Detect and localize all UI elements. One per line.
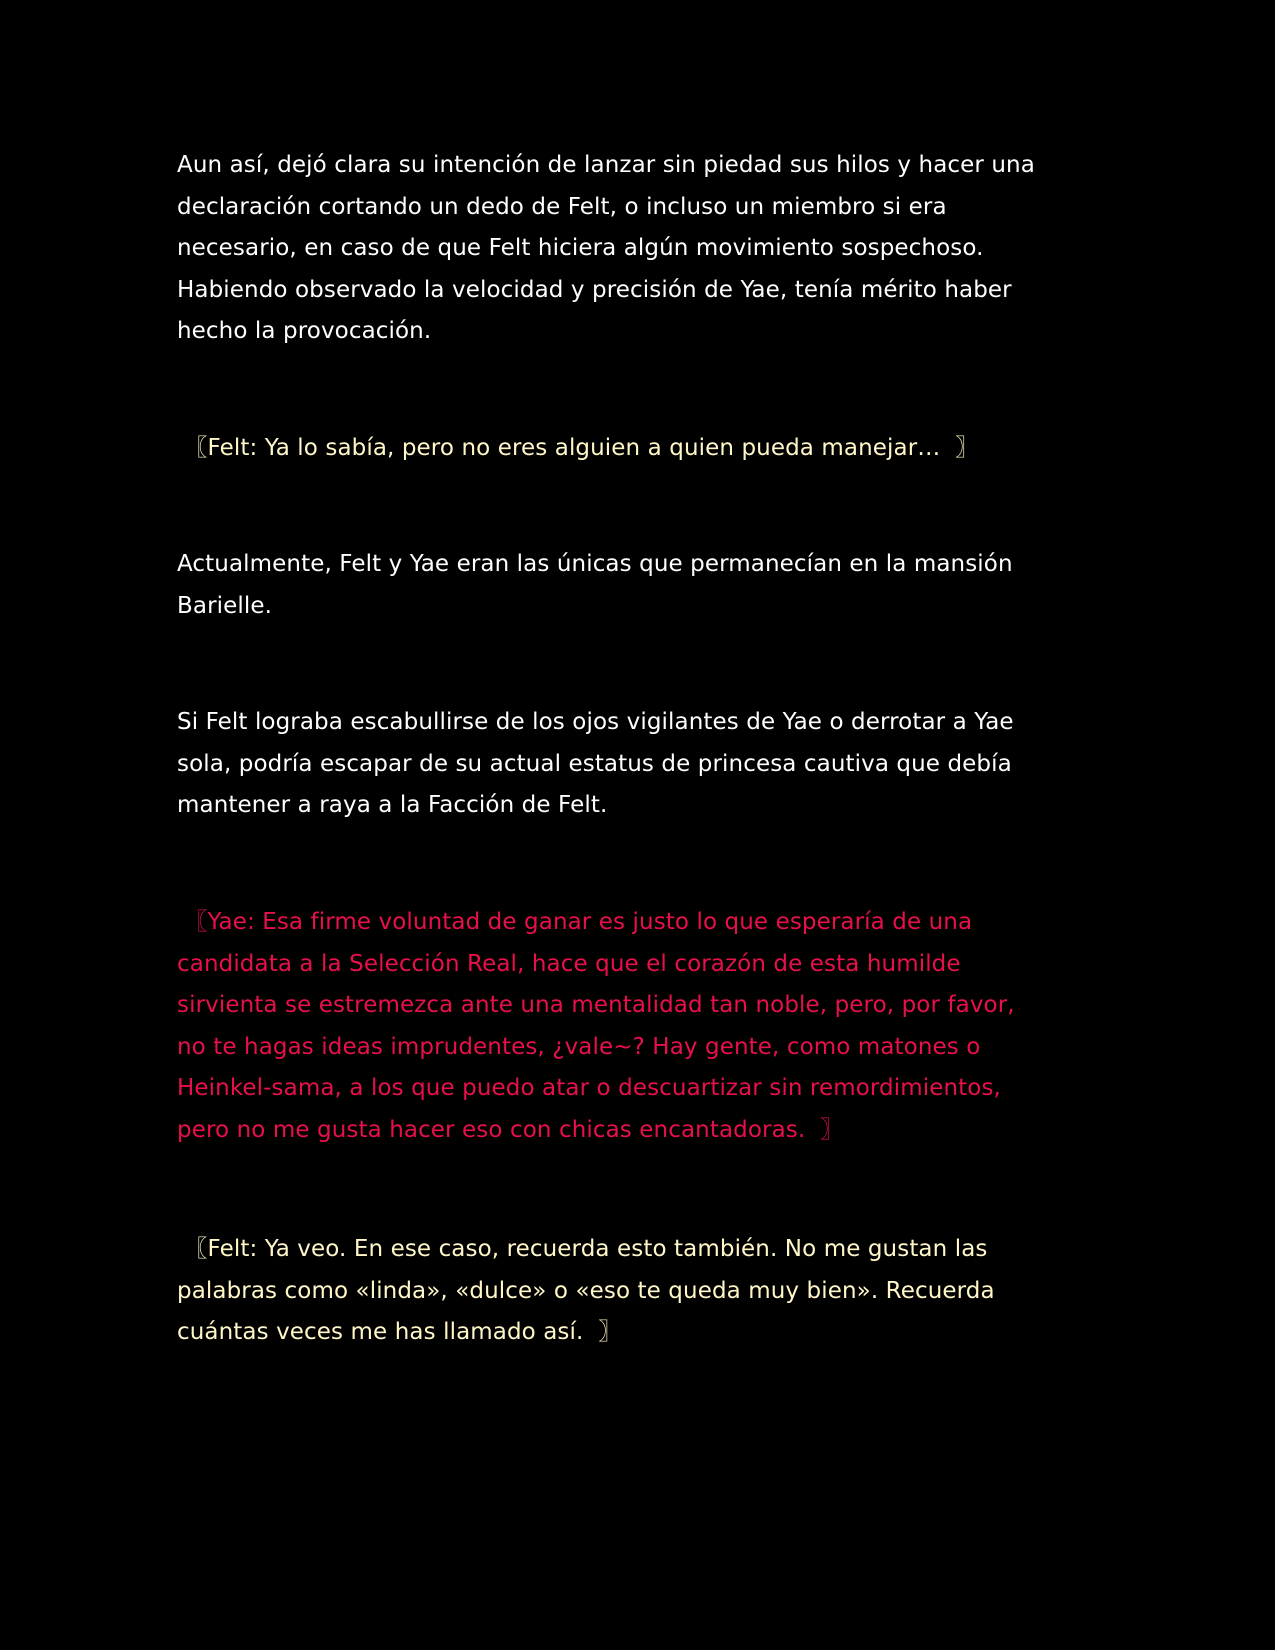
felt-dialogue: 〖Felt: Ya lo sabía, pero no eres alguien a quien pueda manejar… 〗 — [177, 435, 979, 461]
felt-dialogue: 〖Felt: Ya veo. En ese caso, recuerda esto también. No me gustan las palabras como «linda», «dulce» o «eso te queda muy bien». Recuerda cuántas veces me has llamado así. 〗 — [177, 1236, 995, 1345]
yae-dialogue: 〖Yae: Esa firme voluntad de ganar es justo lo que esperaría de una candidata a la Selección Real, hace que el corazón de esta humilde sirvienta se estremezca ante una mentalidad tan noble, pero, por favor, no te hagas ideas imprudentes, ¿vale~? Hay gente, como matones o Heinkel-sama, a los que puedo atar o descuartizar sin remordimientos, pero no me gusta hacer eso con chicas encantadoras. 〗 — [177, 909, 1015, 1143]
narration-paragraph: Si Felt lograba escabullirse de los ojos vigilantes de Yae o derrotar a Yae sola, podría escapar de su actual estatus de princesa cautiva que debía mantener a raya a la Facción de Felt. — [177, 709, 1014, 818]
narration-paragraph: Aun así, dejó clara su intención de lanzar sin piedad sus hilos y hacer una declaración cortando un dedo de Felt, o incluso un miembro si era necesario, en caso de que Felt hiciera algún movimiento sospechoso. Habiendo observado la velocidad y precisión de Yae, tenía mérito haber hecho la provocación. — [177, 152, 1035, 344]
narration-paragraph: Actualmente, Felt y Yae eran las únicas que permanecían en la mansión Barielle. — [177, 551, 1013, 619]
